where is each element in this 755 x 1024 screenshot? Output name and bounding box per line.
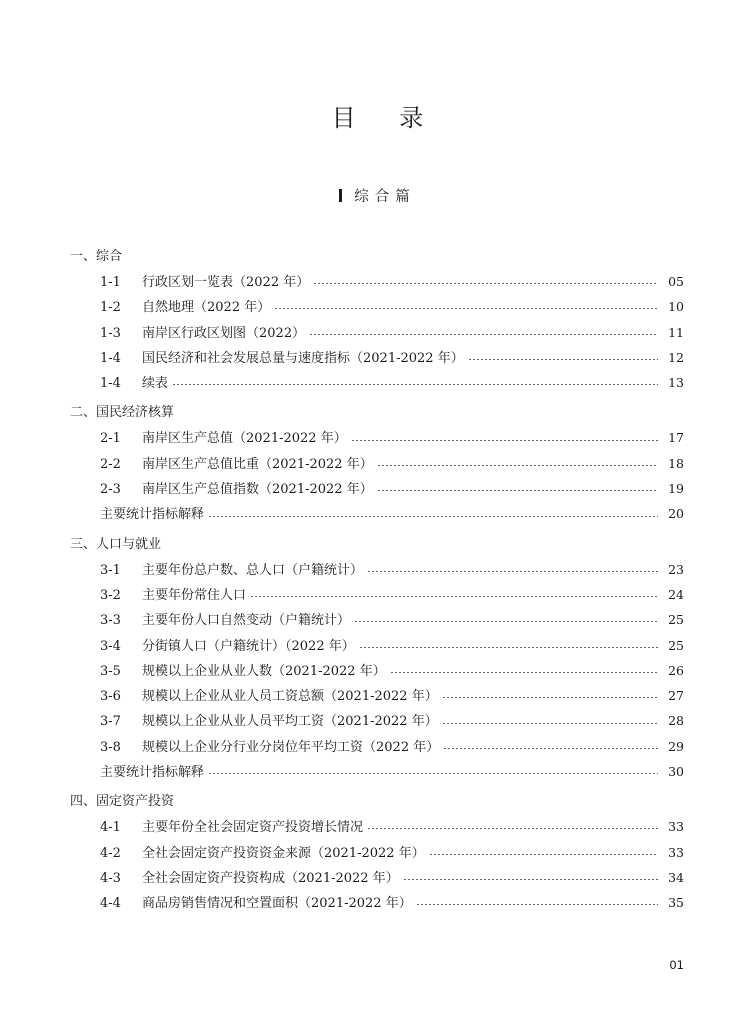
toc-entry[interactable] [70, 759, 684, 784]
toc-entry-number: 1-1 [100, 275, 121, 290]
dot-leader [208, 773, 658, 774]
toc-entry-number: 1-2 [100, 300, 121, 316]
toc-entry[interactable] [70, 425, 684, 450]
toc-entry[interactable] [70, 683, 684, 708]
toc-entry-number: 1-4 [100, 376, 121, 392]
section-heading: 三、人口与就业 [70, 536, 162, 552]
toc-entry-page: 24 [668, 586, 684, 602]
toc-entry-page: 28 [668, 713, 684, 729]
toc-entry[interactable] [70, 865, 684, 890]
toc-entry[interactable] [70, 370, 684, 395]
table-of-contents [70, 245, 684, 916]
toc-entry-label: 主要统计指标解释 [100, 507, 205, 523]
toc-entry-number: 3-7 [100, 714, 121, 730]
toc-entry-page: 11 [668, 324, 684, 340]
dot-leader [390, 672, 658, 673]
toc-entry-page: 17 [668, 430, 684, 446]
dot-leader [429, 854, 658, 855]
toc-entry-label: 规模以上企业从业人员工资总额（2021-2022 年） [142, 689, 438, 705]
dot-leader [313, 283, 658, 284]
toc-entry[interactable] [70, 320, 684, 345]
toc-entry-label: 全社会固定资产投资构成（2021-2022 年） [142, 870, 399, 886]
toc-entry-page: 25 [668, 612, 684, 628]
toc-entry-label: 主要年份总户数、总人口（户籍统计） [142, 562, 364, 578]
dot-leader [351, 440, 658, 441]
toc-entry-number: 4-3 [100, 870, 121, 886]
toc-entry-label: 南岸区生产总值（2021-2022 年） [142, 431, 347, 447]
toc-entry-page: 12 [668, 349, 684, 365]
dot-leader [250, 596, 658, 597]
toc-entry-page: 10 [668, 299, 684, 315]
toc-entry-number: 2-3 [100, 482, 121, 498]
toc-entry-number: 2-2 [100, 456, 121, 472]
toc-entry[interactable] [70, 633, 684, 658]
toc-entry-page: 33 [668, 819, 684, 835]
toc-entry-label: 自然地理（2022 年） [142, 300, 271, 316]
toc-entry-page: 20 [668, 506, 684, 522]
page-title: 目 录 [331, 104, 442, 132]
toc-entry-number: 3-4 [100, 638, 121, 654]
toc-entry-number: 1-4 [100, 350, 121, 366]
dot-leader [274, 308, 658, 309]
toc-entry-label: 规模以上企业分行业分岗位年平均工资（2022 年） [142, 739, 440, 755]
toc-entry-number: 3-8 [100, 739, 121, 755]
toc-entry[interactable] [70, 294, 684, 319]
toc-entry[interactable] [70, 557, 684, 582]
toc-entry[interactable] [70, 840, 684, 865]
toc-entry-page: 35 [668, 895, 684, 911]
toc-entry-number: 4-2 [100, 845, 121, 861]
toc-entry[interactable] [70, 582, 684, 607]
dot-leader [442, 697, 658, 698]
dot-leader [377, 465, 658, 466]
toc-entry-number: 1-3 [100, 325, 121, 341]
toc-entry-page: 30 [668, 764, 684, 780]
toc-entry-label: 主要统计指标解释 [100, 765, 205, 781]
toc-entry[interactable] [70, 890, 684, 915]
toc-entry[interactable] [70, 814, 684, 839]
toc-entry-label: 规模以上企业从业人员平均工资（2021-2022 年） [142, 714, 438, 730]
toc-entry-label: 南岸区生产总值比重（2021-2022 年） [142, 456, 373, 472]
toc-entry[interactable] [70, 658, 684, 683]
dot-leader [359, 647, 658, 648]
section-heading: 一、综合 [70, 249, 123, 264]
dot-leader [443, 748, 658, 749]
toc-entry-page: 19 [668, 481, 684, 497]
toc-entry-label: 规模以上企业从业人数（2021-2022 年） [142, 663, 386, 679]
toc-entry[interactable] [70, 269, 684, 294]
toc-entry-page: 23 [668, 561, 684, 577]
toc-entry-label: 主要年份人口自然变动（户籍统计） [142, 613, 351, 629]
dot-leader [309, 334, 658, 335]
part-heading [0, 186, 755, 208]
section-heading: 四、固定资产投资 [70, 794, 175, 810]
toc-entry[interactable] [70, 451, 684, 476]
toc-entry-label: 国民经济和社会发展总量与速度指标（2021-2022 年） [142, 350, 464, 366]
page-number: 01 [669, 958, 684, 972]
toc-entry-number: 3-1 [100, 562, 121, 578]
toc-entry-page: 29 [668, 738, 684, 754]
toc-entry-label: 主要年份常住人口 [142, 587, 247, 603]
toc-entry-page: 34 [668, 869, 684, 885]
toc-entry-number: 3-6 [100, 689, 121, 705]
toc-entry[interactable] [70, 734, 684, 759]
toc-entry-number: 3-5 [100, 663, 121, 679]
section-heading: 二、国民经济核算 [70, 405, 175, 421]
toc-entry[interactable] [70, 501, 684, 526]
dot-leader [377, 490, 658, 491]
toc-entry[interactable] [70, 476, 684, 501]
toc-entry[interactable] [70, 708, 684, 733]
toc-entry-label: 续表 [142, 376, 169, 392]
toc-entry-number: 4-1 [100, 820, 121, 836]
dot-leader [354, 621, 658, 622]
toc-entry-number: 2-1 [100, 431, 121, 447]
dot-leader [208, 516, 658, 517]
part-title: 综合篇 [354, 189, 416, 205]
toc-entry[interactable] [70, 345, 684, 370]
dot-leader [367, 828, 658, 829]
toc-entry-label: 南岸区行政区划图（2022） [142, 325, 306, 341]
toc-entry-page: 13 [668, 375, 684, 391]
toc-entry-label: 主要年份全社会固定资产投资增长情况 [142, 820, 364, 836]
toc-entry-page: 26 [668, 662, 684, 678]
dot-leader [468, 359, 658, 360]
toc-entry-page: 25 [668, 637, 684, 653]
toc-entry-label: 分街镇人口（户籍统计）（2022 年） [142, 638, 355, 654]
toc-entry-label: 南岸区生产总值指数（2021-2022 年） [142, 482, 373, 498]
toc-entry-page: 05 [668, 274, 684, 289]
toc-entry-label: 行政区划一览表（2022 年） [142, 275, 310, 290]
toc-entry-number: 3-2 [100, 587, 121, 603]
toc-entry-page: 33 [668, 844, 684, 860]
part-marker-bar [339, 189, 342, 202]
toc-entry-page: 18 [668, 455, 684, 471]
dot-leader [172, 384, 658, 385]
toc-entry-number: 3-3 [100, 613, 121, 629]
dot-leader [403, 879, 658, 880]
toc-entry-label: 全社会固定资产投资资金来源（2021-2022 年） [142, 845, 425, 861]
dot-leader [367, 571, 658, 572]
toc-entry[interactable] [70, 607, 684, 632]
toc-entry-number: 4-4 [100, 896, 121, 912]
toc-entry-page: 27 [668, 688, 684, 704]
dot-leader [416, 904, 658, 905]
toc-entry-label: 商品房销售情况和空置面积（2021-2022 年） [142, 896, 412, 912]
dot-leader [442, 723, 658, 724]
